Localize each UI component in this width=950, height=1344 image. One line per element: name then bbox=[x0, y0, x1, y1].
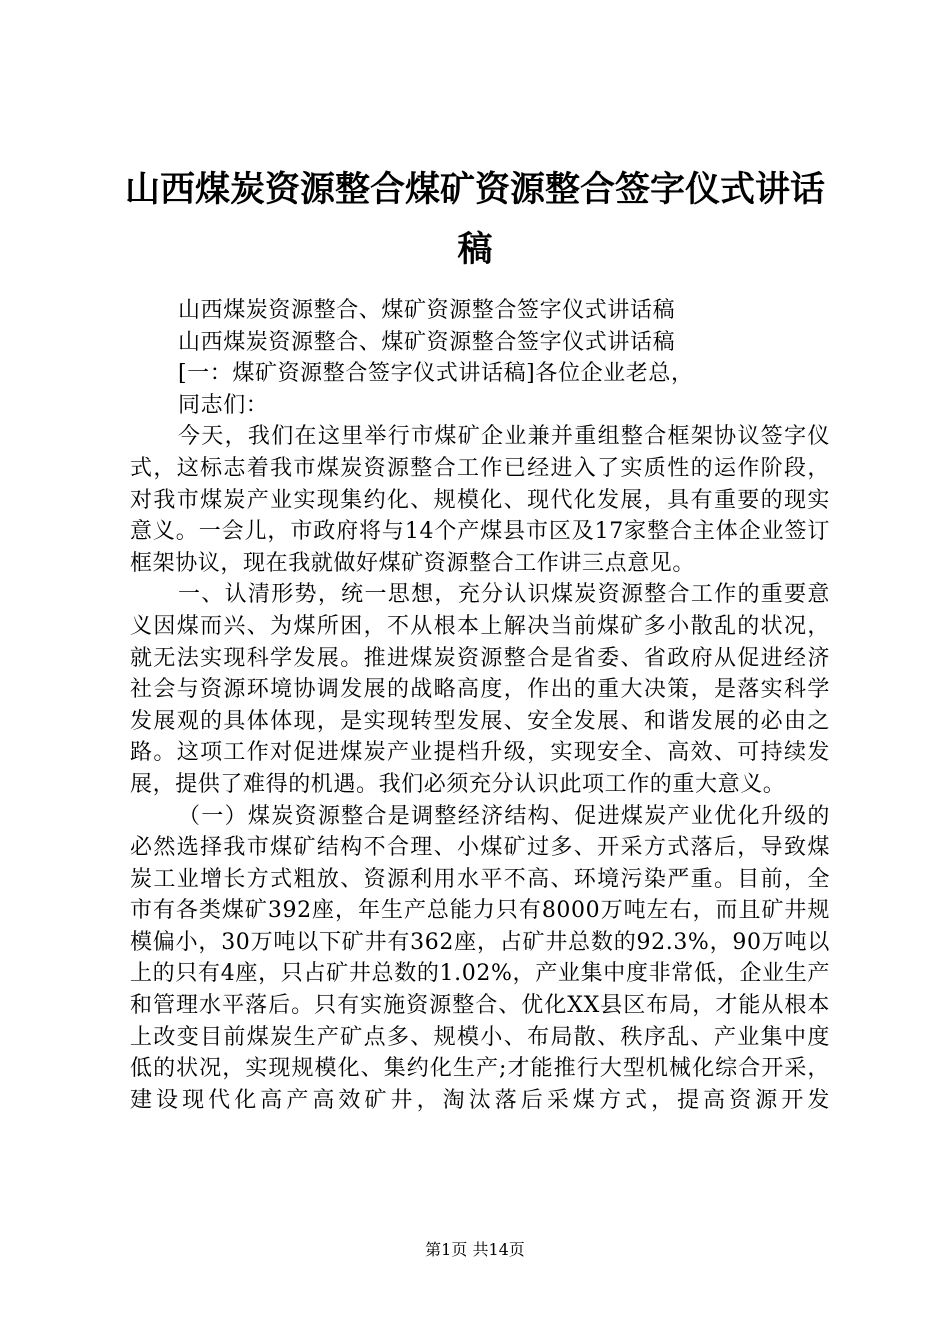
paragraph-subtitle-1: 山西煤炭资源整合、煤矿资源整合签字仪式讲话稿 bbox=[178, 298, 676, 323]
page-number: 第1页 共14页 bbox=[425, 1240, 525, 1259]
paragraph-heading: [一：煤矿资源整合签字仪式讲话稿]各位企业老总， bbox=[178, 361, 694, 387]
paragraph-subtitle-2: 山西煤炭资源整合、煤矿资源整合签字仪式讲话稿 bbox=[178, 329, 676, 355]
document-title: 山西煤炭资源整合煤矿资源整合签字仪式讲话稿 bbox=[124, 169, 825, 270]
document-body bbox=[130, 295, 830, 1116]
paragraph-subsection-one: （一）煤炭资源整合是调整经济结构、促进煤炭产业优化升级的必然选择我市煤矿结构不合理、小煤矿过多、开采方式落后，导致煤炭工业增长方式粗放、资源利用水平不高、环境污染严重。目前，全市有各类煤矿392座，年生产总能力只有8000万吨左右，而且矿井规模偏小，30万吨以下矿井有362座，占矿井总数的92.3%，90万吨以上的只有4座，只占矿井总数的1.02%，产业集中度非常低，企业生产和管理水平落后。只有实施资源整合、优化XX县区布局，才能从根本上改变目前煤炭生产矿点多、规模小、布局散、秩序乱、产业集中度低的状况，实现规模化、集约化生产;才能推行大型机械化综合开采，建设现代化高产高效矿井，淘汰落后采煤方式，提高资源开发 bbox=[130, 803, 830, 1113]
paragraph-opening: 今天，我们在这里举行市煤矿企业兼并重组整合框架协议签字仪式，这标志着我市煤炭资源整合工作已经进入了实质性的运作阶段，对我市煤炭产业实现集约化、规模化、现代化发展，具有重要的现实意义。一会儿，市政府将与14个产煤县市区及17家整合主体企业签订框架协议，现在我就做好煤矿资源整合工作讲三点意见。 bbox=[130, 424, 830, 576]
paragraph-salutation: 同志们： bbox=[178, 392, 269, 418]
paragraph-section-one: 一、认清形势，统一思想，充分认识煤炭资源整合工作的重要意义因煤而兴、为煤所困，不从根本上解决当前煤矿多小散乱的状况，就无法实现科学发展。推进煤炭资源整合是省委、省政府从促进经济社会与资源环境协调发展的战略高度，作出的重大决策，是落实科学发展观的具体体现，是实现转型发展、安全发展、和谐发展的必由之路。这项工作对促进煤炭产业提档升级，实现安全、高效、可持续发展，提供了难得的机遇。我们必须充分认识此项工作的重大意义。 bbox=[130, 582, 830, 797]
